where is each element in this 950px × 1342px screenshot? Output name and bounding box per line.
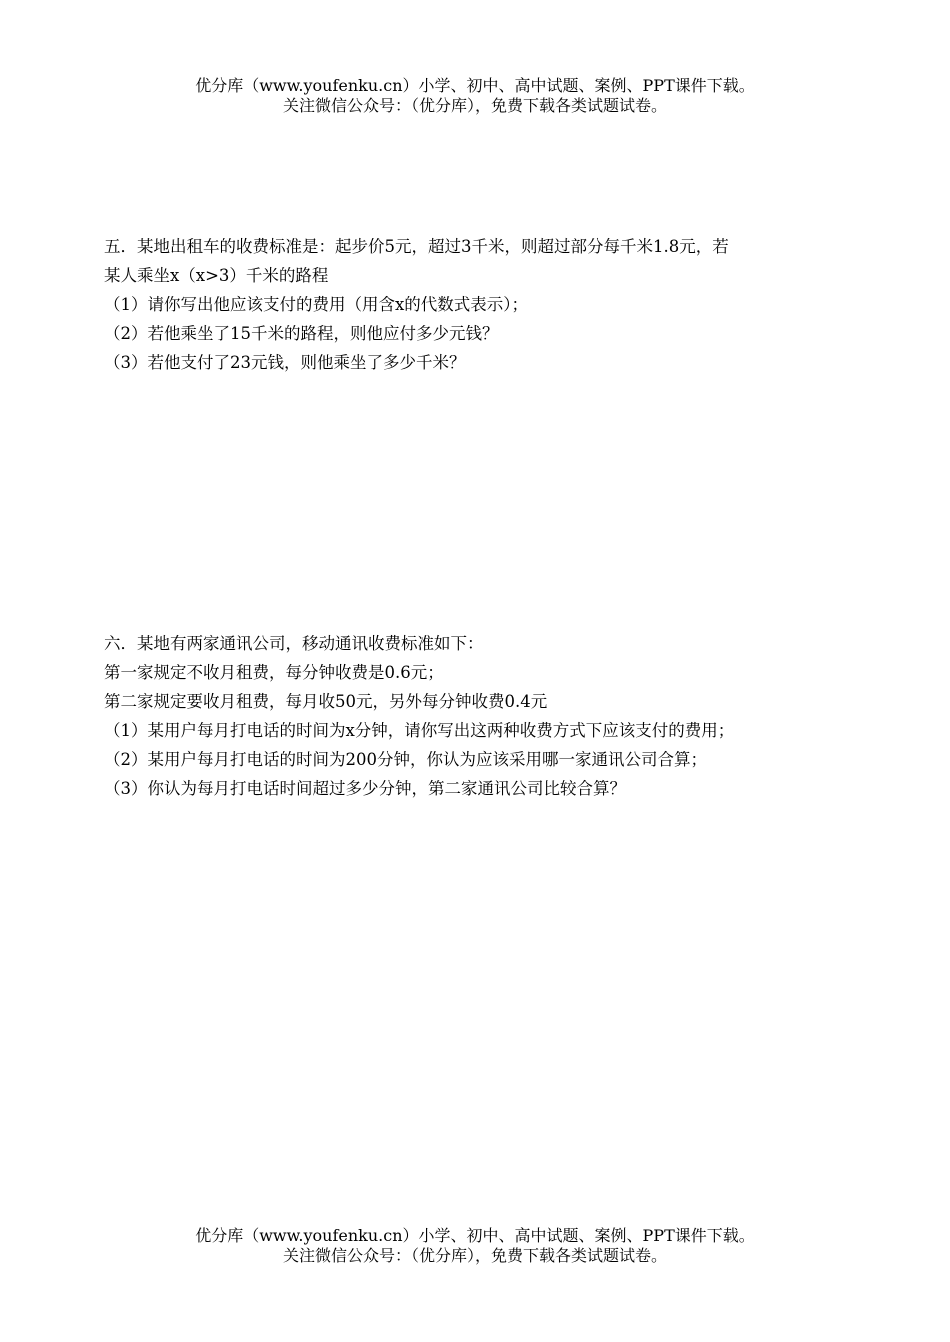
question-6-stem: 六．某地有两家通讯公司，移动通讯收费标准如下： (104, 634, 484, 653)
question-5 (104, 232, 854, 377)
footer-line-2: 关注微信公众号：（优分库），免费下载各类试题试卷。 (282, 1246, 667, 1265)
header-line-1: 优分库（www.youfenku.cn）小学、初中、高中试题、案例、PPT课件下载。 (195, 76, 755, 95)
page-footer (0, 1226, 950, 1266)
question-6-sub-2: （2）某用户每月打电话的时间为200分钟，你认为应该采用哪一家通讯公司合算； (104, 750, 707, 769)
question-5-sub-1: （1）请你写出他应该支付的费用（用含x的代数式表示）； (104, 295, 529, 314)
question-6-rule-2: 第二家规定要收月租费，每月收50元，另外每分钟收费0.4元 (104, 692, 548, 711)
question-5-stem-line-2: 某人乘坐x（x>3）千米的路程 (104, 266, 329, 285)
question-6-sub-3: （3）你认为每月打电话时间超过多少分钟，第二家通讯公司比较合算？ (104, 779, 626, 798)
question-6-rule-1: 第一家规定不收月租费，每分钟收费是0.6元； (104, 663, 444, 682)
question-6-sub-1: （1）某用户每月打电话的时间为x分钟，请你写出这两种收费方式下应该支付的费用； (104, 721, 735, 740)
footer-line-1: 优分库（www.youfenku.cn）小学、初中、高中试题、案例、PPT课件下载。 (195, 1226, 755, 1245)
header-line-2: 关注微信公众号：（优分库），免费下载各类试题试卷。 (282, 96, 667, 115)
page-header (0, 76, 950, 116)
question-5-sub-3: （3）若他支付了23元钱，则他乘坐了多少千米？ (104, 353, 466, 372)
question-6 (104, 629, 854, 803)
question-5-stem-line-1: 五．某地出租车的收费标准是：起步价5元，超过3千米，则超过部分每千米1.8元，若 (104, 237, 729, 256)
question-5-sub-2: （2）若他乘坐了15千米的路程，则他应付多少元钱？ (104, 324, 499, 343)
